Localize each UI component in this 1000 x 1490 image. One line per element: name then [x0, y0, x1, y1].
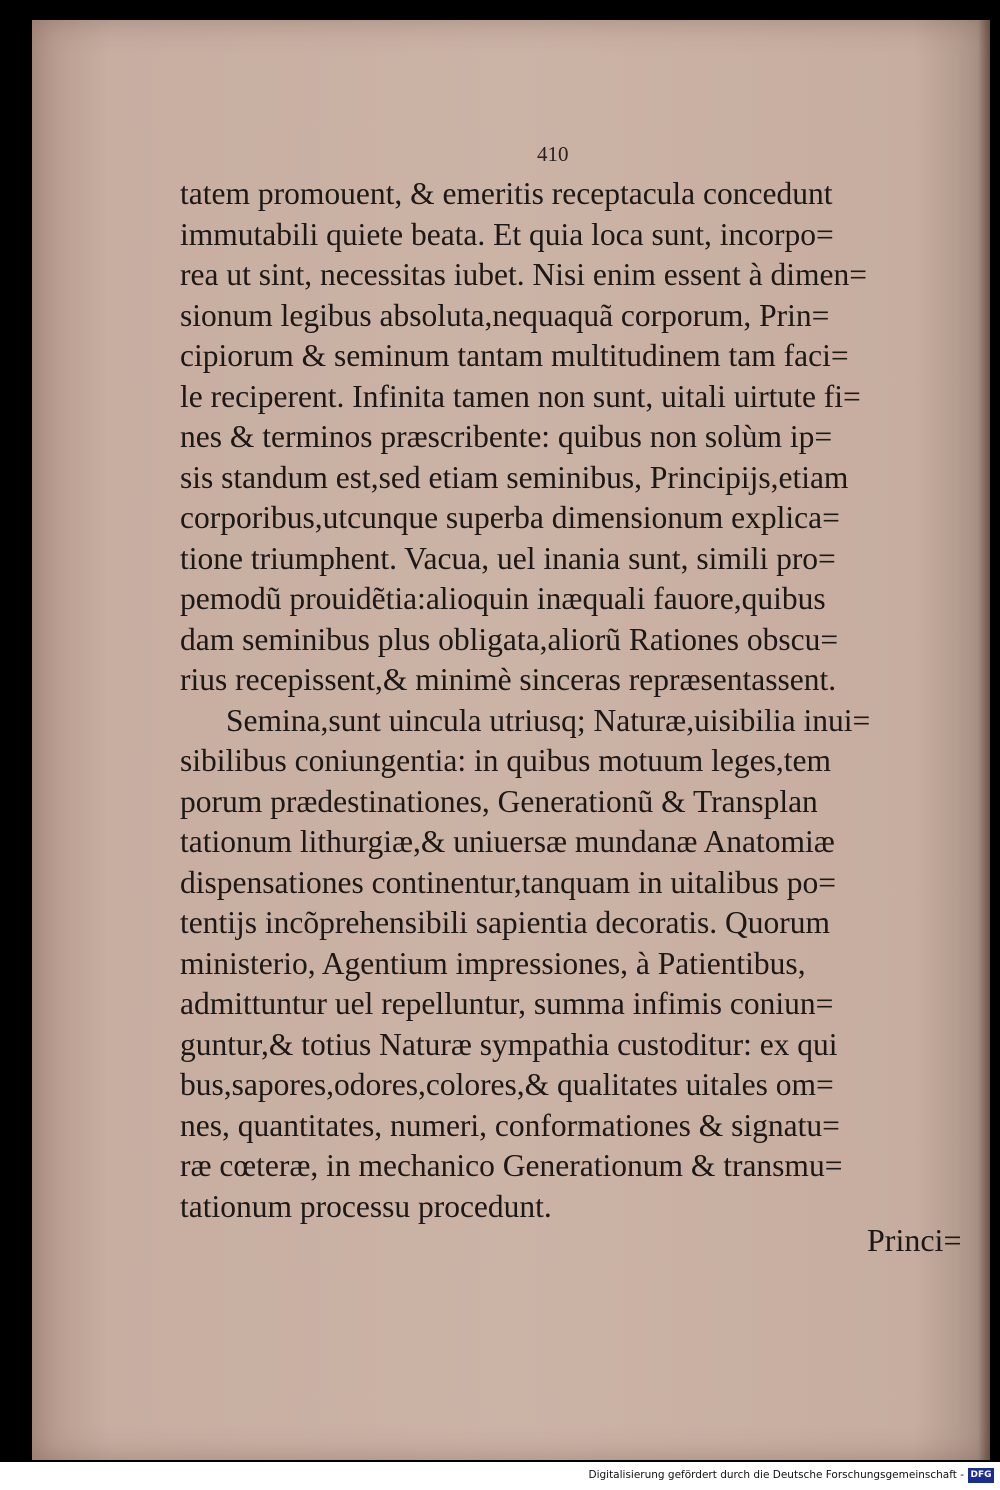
text-line: ministerio, Agentium impressiones, à Patientibus, [180, 945, 806, 981]
dfg-logo-icon[interactable]: DFG [968, 1468, 994, 1483]
text-line: nes & terminos præscribente: quibus non solùm ip= [180, 419, 833, 454]
catchword: Princi= [867, 1222, 962, 1258]
text-line: dam seminibus plus obligata,aliorũ Rationes obscu= [180, 621, 839, 657]
text-line: tione triumphent. Vacua, uel inania sunt, simili pro= [180, 540, 836, 576]
text-line: ræ cœteræ, in mechanico Generationum & transmu= [180, 1148, 843, 1183]
text-line: rius recepissent,& minimè sinceras repræsentassent. [180, 662, 837, 697]
text-line: tatem promouent, & emeritis receptacula concedunt [180, 176, 833, 211]
text-line: immutabili quiete beata. Et quia loca sunt, incorpo= [180, 216, 834, 252]
text-line: sibilibus coniungentia: in quibus motuum leges,tem [180, 743, 831, 778]
text-line: guntur,& totius Naturæ sympathia custoditur: ex qui [180, 1026, 838, 1062]
paragraph-2 [180, 701, 980, 1228]
body-text [180, 174, 980, 1227]
text-line: bus,sapores,odores,colores,& qualitates uitales om= [180, 1067, 834, 1102]
text-line: sionum legibus absoluta,nequaquã corporum, Prin= [180, 297, 830, 333]
footer-bar [0, 1462, 1000, 1490]
text-line: le reciperent. Infinita tamen non sunt, uitali uirtute fi= [180, 378, 861, 414]
text-line: tationum lithurgiæ,& uniuersæ mundanæ Anatomiæ [180, 824, 835, 859]
text-line: rea ut sint, necessitas iubet. Nisi enim essent à dimen= [180, 257, 867, 292]
page-number: 410 [537, 142, 569, 166]
text-line: cipiorum & seminum tantam multitudinem tam faci= [180, 338, 849, 373]
text-line: dispensationes continentur,tanquam in uitalibus po= [180, 864, 837, 900]
text-line: pemodũ prouidẽtia:alioquin inæquali fauore,quibus [180, 581, 826, 616]
text-line: corporibus,utcunque superba dimensionum explica= [180, 500, 840, 535]
book-page [32, 20, 990, 1460]
funding-credit: Digitalisierung gefördert durch die Deutsche Forschungsgemeinschaft - [588, 1469, 964, 1481]
text-line: tationum processu procedunt. [180, 1188, 552, 1224]
text-line: tentijs incõprehensibili sapientia decoratis. Quorum [180, 905, 830, 940]
text-line: Semina,sunt uincula utriusq; Naturæ,uisibilia inui= [226, 702, 871, 738]
text-line: sis standum est,sed etiam seminibus, Principijs,etiam [180, 459, 849, 495]
paragraph-1 [180, 174, 980, 701]
text-line: nes, quantitates, numeri, conformationes & signatu= [180, 1107, 840, 1143]
text-line: porum prædestinationes, Generationũ & Transplan [180, 783, 818, 819]
text-line: admittuntur uel repelluntur, summa infimis coniun= [180, 986, 834, 1021]
